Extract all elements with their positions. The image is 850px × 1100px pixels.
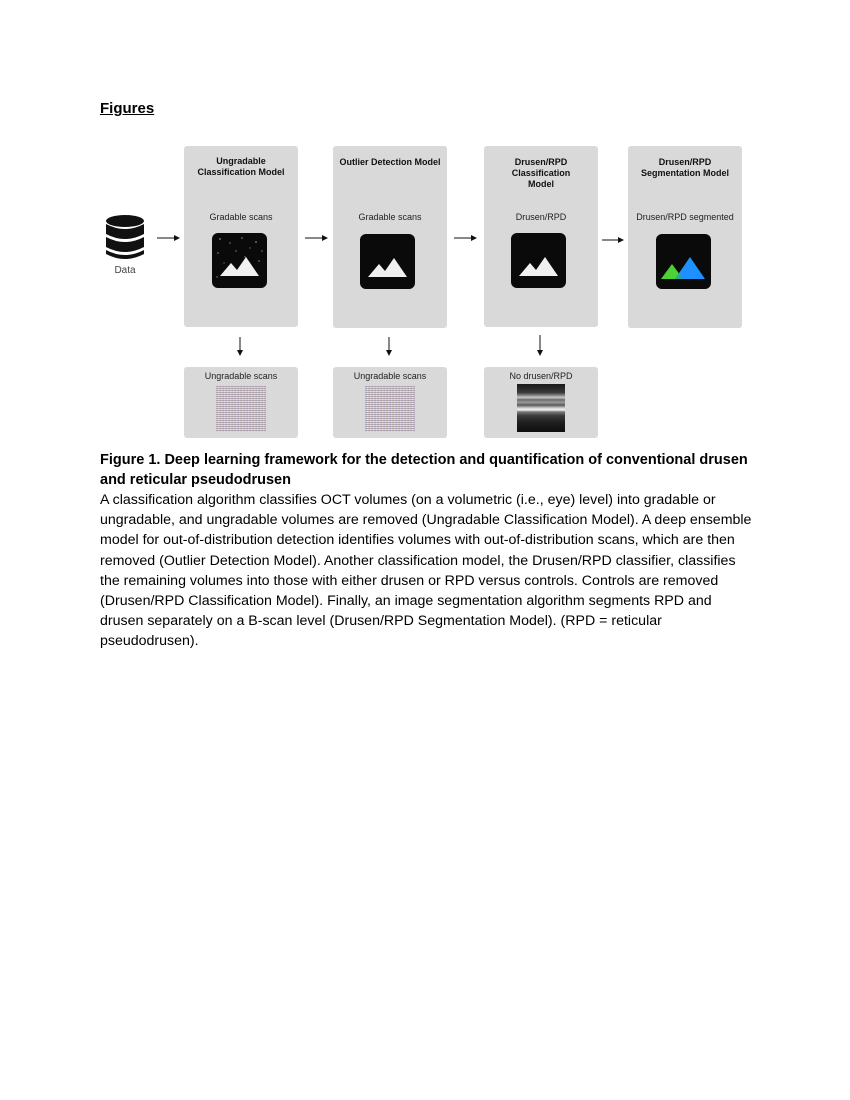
section-heading: Figures (100, 100, 155, 117)
pipeline-figure (0, 0, 850, 450)
gradable-scan-thumbnail (360, 234, 415, 289)
ungradable-scan-noise-thumbnail (365, 386, 415, 432)
image-icon (511, 233, 566, 288)
output-no-drusen-rpd (484, 367, 598, 438)
stage-outlier-detection (333, 146, 447, 328)
segmented-image-icon (656, 234, 711, 289)
segmented-scan-thumbnail (656, 234, 711, 289)
output-label: Ungradable scans (204, 371, 278, 381)
figure-caption-title: Figure 1. Deep learning framework for the detection and quantification of conventional drusen and reticular pseudodrusen (100, 452, 748, 488)
stage-result-label: Drusen/RPD segmented (636, 212, 734, 222)
stage-drusen-rpd-classification (484, 146, 598, 327)
output-ungradable-scans-2 (333, 367, 447, 438)
image-icon (360, 234, 415, 289)
stage-title: Outlier Detection Model (339, 157, 441, 167)
oct-bscan-thumbnail (517, 384, 565, 432)
data-label: Data (114, 265, 136, 276)
ungradable-scan-noise-thumbnail (216, 386, 266, 432)
stage-result-label: Gradable scans (358, 212, 422, 222)
output-label: Ungradable scans (353, 371, 427, 381)
output-ungradable-scans-1 (184, 367, 298, 438)
stage-drusen-rpd-segmentation (628, 146, 742, 328)
stage-title: Ungradable Classification Model (197, 156, 285, 177)
drusen-scan-thumbnail (511, 233, 566, 288)
stage-title: Drusen/RPD Classification Model (511, 157, 571, 189)
stage-result-label: Gradable scans (209, 212, 273, 222)
gradable-scan-thumbnail (212, 233, 267, 288)
stage-result-label: Drusen/RPD (515, 212, 567, 222)
figure-caption-body: A classification algorithm classifies OCT volumes (on a volumetric (i.e., eye) level) into gradable or ungradable, and ungradable volumes are removed (Ungradable Classification Model). A deep ensemble model for out-of-distribution detection identifies volumes with out-of-distribution scans, which are then removed (Outlier Detection Model). Another classification model, the Drusen/RPD classifier, classifies the remaining volumes into those with either drusen or RPD versus controls. Controls are removed (Drusen/RPD Classification Model). Finally, an image segmentation algorithm segments RPD and drusen separately on a B-scan level (Drusen/RPD Segmentation Model). (RPD = reticular pseudodrusen). (100, 492, 752, 650)
output-label: No drusen/RPD (509, 371, 573, 381)
stage-title: Drusen/RPD Segmentation Model (640, 157, 729, 178)
image-icon (212, 233, 267, 288)
stage-ungradable-classification (184, 146, 298, 327)
